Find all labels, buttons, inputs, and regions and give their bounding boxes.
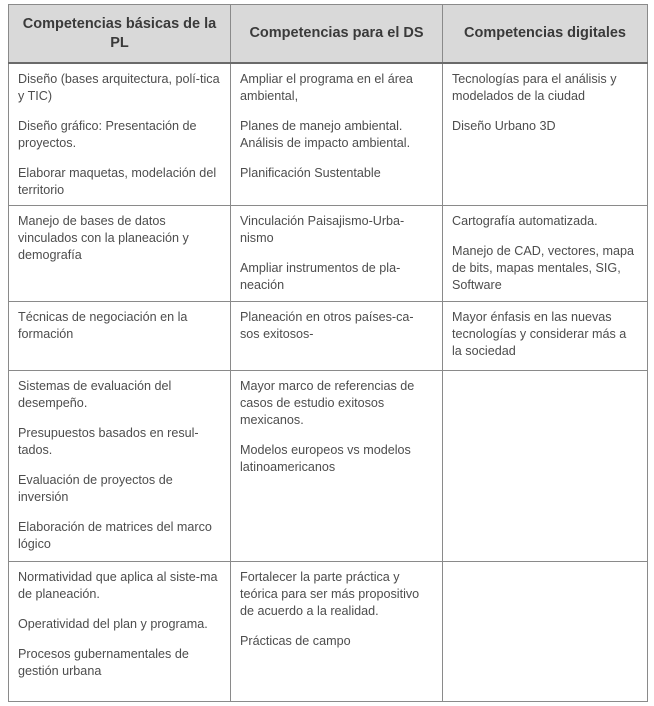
cell-basic-pl	[9, 302, 231, 371]
cell-item: Procesos gubernamentales de gestión urbana	[18, 647, 189, 678]
cell-ds	[231, 562, 443, 702]
header-ds: Competencias para el DS	[231, 5, 443, 64]
cell-item: Técnicas de negociación en la formación	[18, 310, 188, 341]
cell-item: Cartografía automatizada.	[452, 214, 598, 228]
cell-digital-empty	[443, 562, 648, 702]
cell-item: Planes de manejo ambiental. Análisis de impacto ambiental.	[240, 119, 411, 150]
cell-item: Manejo de CAD, vectores, mapa de bits, mapas mentales, SIG, Software	[452, 244, 634, 292]
table-header-row	[9, 5, 648, 64]
cell-item: Mayor marco de referencias de casos de estudio exitosos mexicanos.	[240, 379, 415, 427]
table-row	[9, 562, 648, 702]
competencies-table-container	[8, 4, 647, 702]
table-row	[9, 63, 648, 206]
cell-item: Normatividad que aplica al siste-ma de planeación.	[18, 570, 218, 601]
cell-ds	[231, 206, 443, 302]
cell-digital	[443, 63, 648, 206]
cell-item: Planeación en otros países-ca-sos exitosos-	[240, 310, 414, 341]
cell-item: Ampliar el programa en el área ambiental,	[240, 72, 413, 103]
cell-basic-pl	[9, 206, 231, 302]
header-basic-pl: Competencias básicas de la PL	[9, 5, 231, 64]
cell-item: Presupuestos basados en resul-tados.	[18, 426, 199, 457]
cell-item: Modelos europeos vs modelos latinoamericanos	[240, 443, 411, 474]
cell-item: Prácticas de campo	[240, 634, 351, 648]
cell-ds	[231, 63, 443, 206]
cell-item: Elaborar maquetas, modelación del territorio	[18, 166, 217, 197]
cell-basic-pl	[9, 562, 231, 702]
cell-item: Manejo de bases de datos vinculados con la planeación y demografía	[18, 214, 189, 262]
cell-item: Ampliar instrumentos de pla-neación	[240, 261, 401, 292]
cell-basic-pl	[9, 63, 231, 206]
cell-item: Operatividad del plan y programa.	[18, 617, 208, 631]
cell-ds	[231, 371, 443, 562]
cell-item: Diseño gráfico: Presentación de proyectos.	[18, 119, 197, 150]
cell-item: Planificación Sustentable	[240, 166, 381, 180]
cell-basic-pl	[9, 371, 231, 562]
competencies-table	[8, 4, 648, 702]
cell-item: Elaboración de matrices del marco lógico	[18, 520, 212, 551]
table-row	[9, 371, 648, 562]
cell-item: Fortalecer la parte práctica y teórica para ser más propositivo de acuerdo a la realidad.	[240, 570, 420, 618]
cell-item: Mayor énfasis en las nuevas tecnologías y considerar más a la sociedad	[452, 310, 627, 358]
cell-digital	[443, 206, 648, 302]
table-row	[9, 206, 648, 302]
cell-item: Tecnologías para el análisis y modelados de la ciudad	[452, 72, 617, 103]
cell-digital	[443, 302, 648, 371]
cell-item: Sistemas de evaluación del desempeño.	[18, 379, 172, 410]
cell-item: Vinculación Paisajismo-Urba-nismo	[240, 214, 405, 245]
cell-item: Evaluación de proyectos de inversión	[18, 473, 173, 504]
cell-item: Diseño Urbano 3D	[452, 119, 556, 133]
header-digital: Competencias digitales	[443, 5, 648, 64]
table-row	[9, 302, 648, 371]
cell-digital-empty	[443, 371, 648, 562]
cell-ds	[231, 302, 443, 371]
cell-item: Diseño (bases arquitectura, polí-tica y TIC)	[18, 72, 220, 103]
